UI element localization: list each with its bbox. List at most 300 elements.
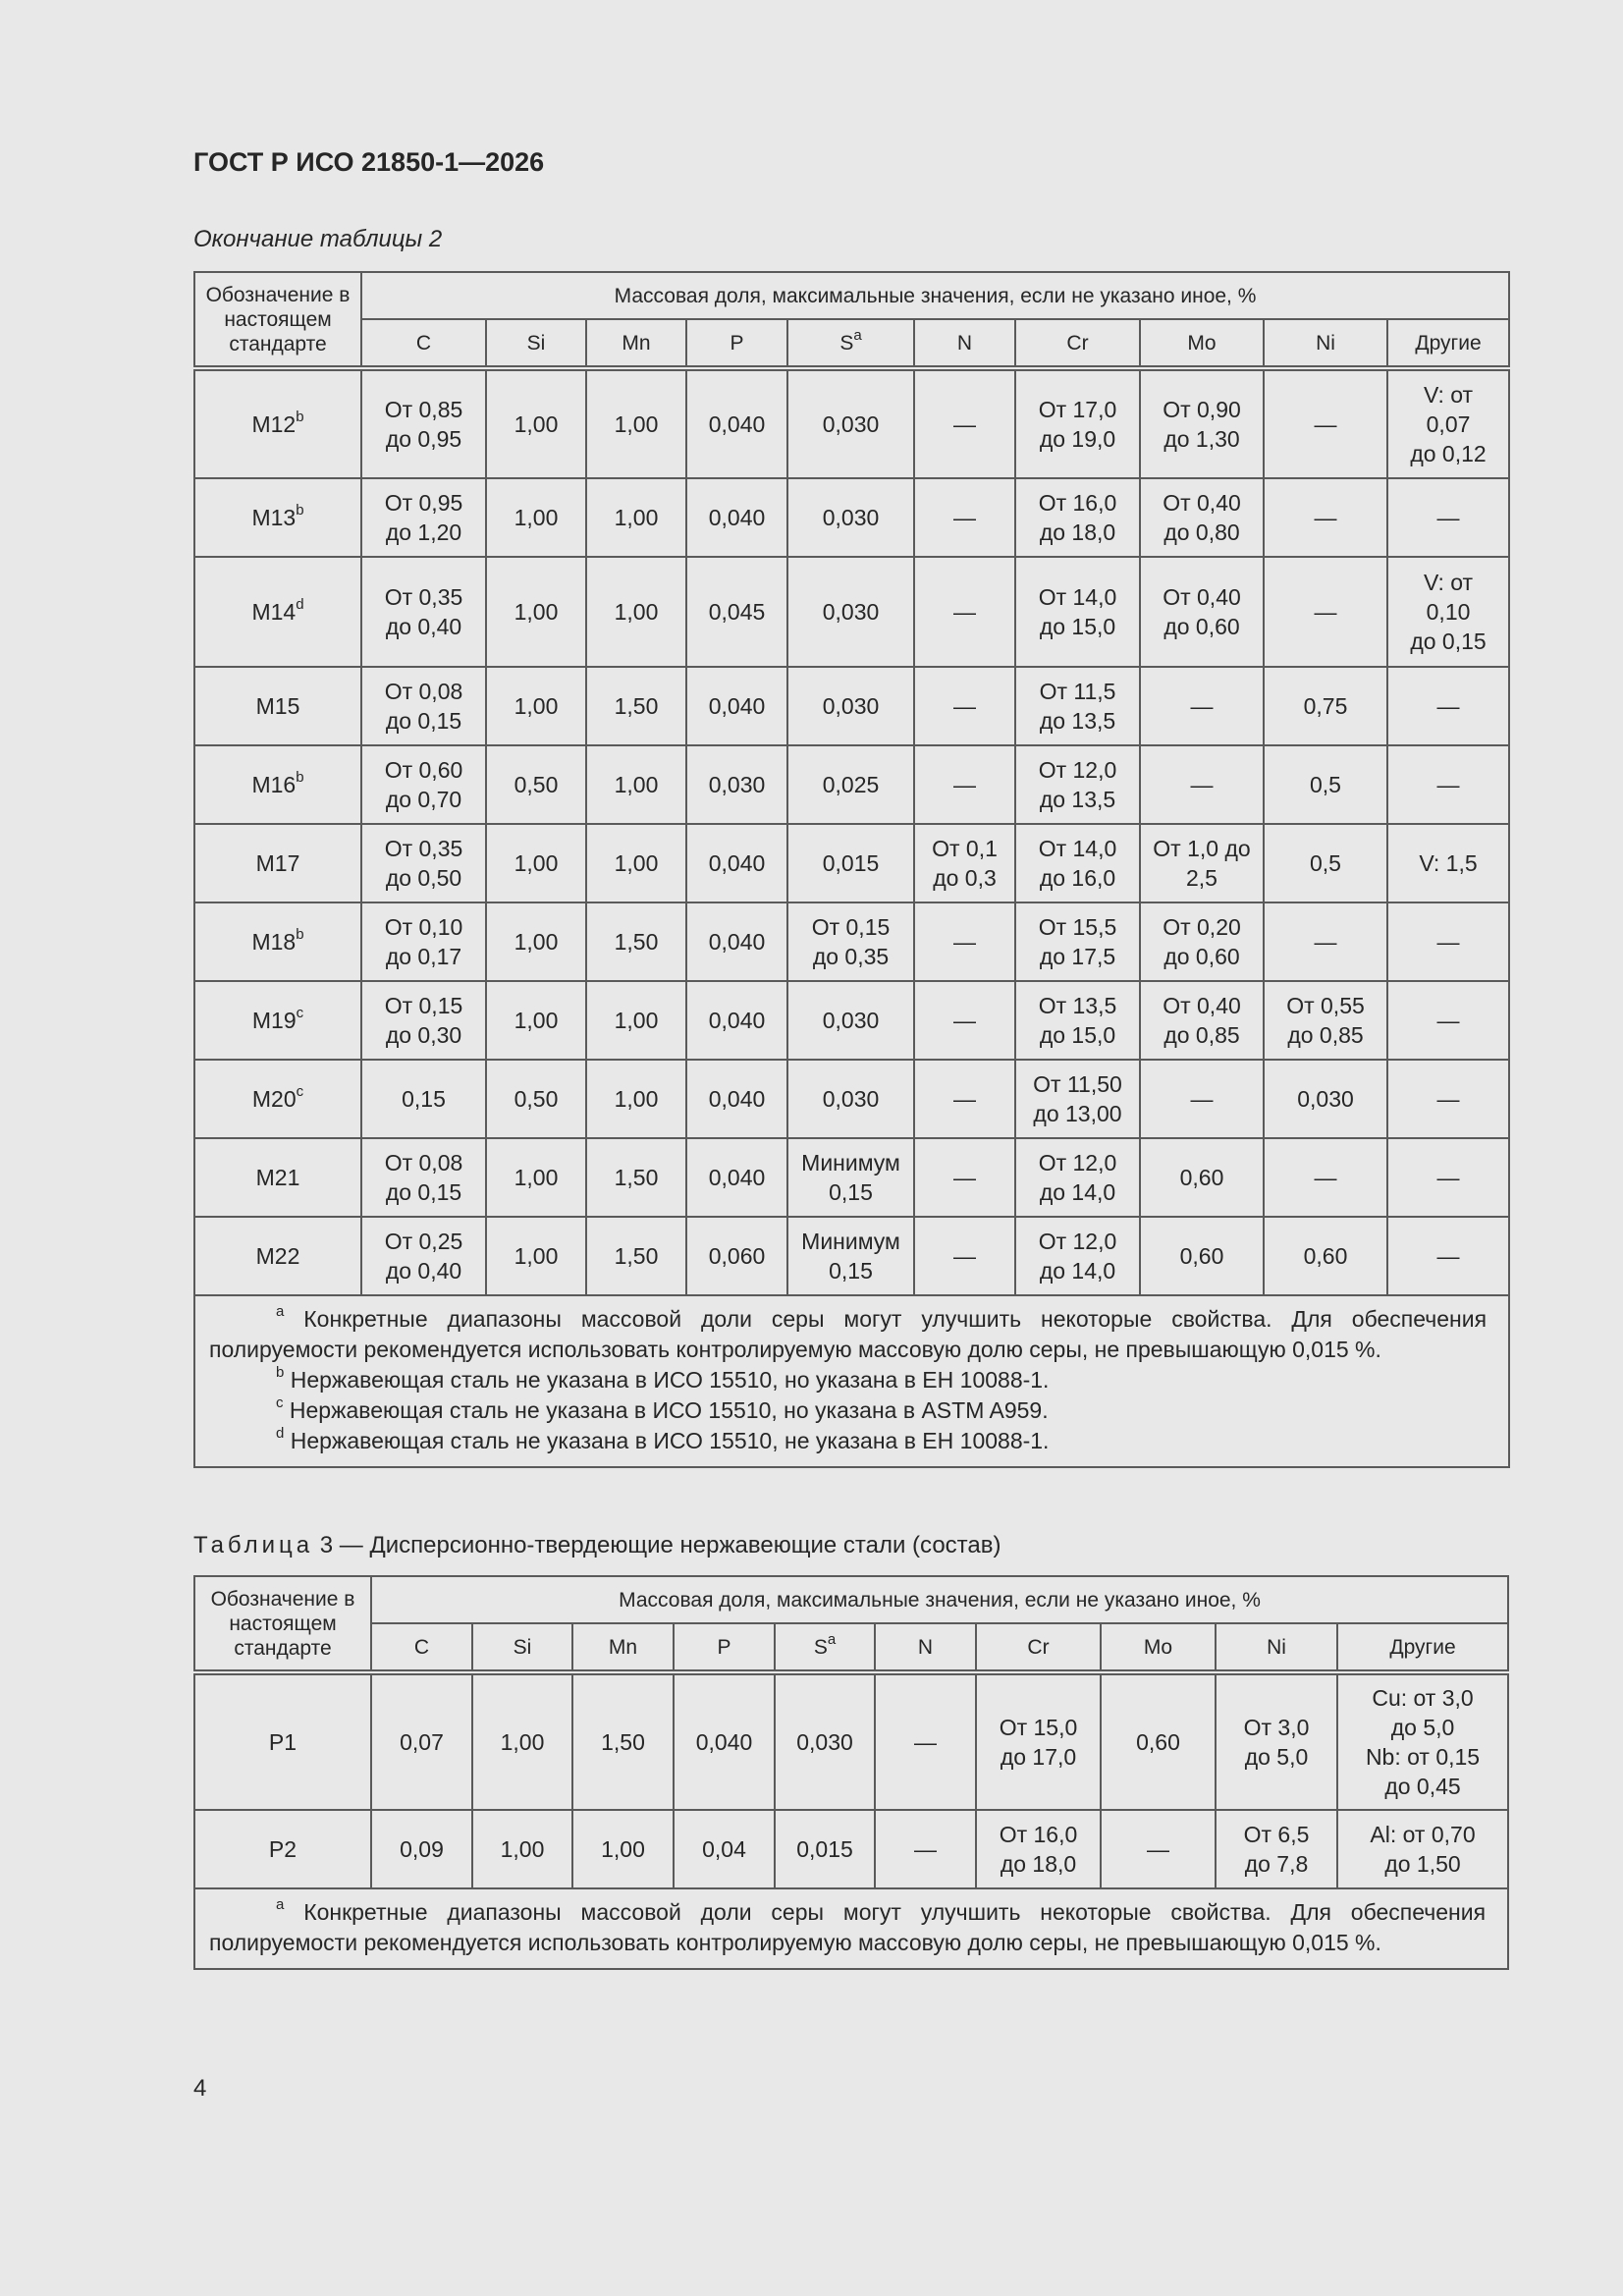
cell-p <box>686 1217 787 1295</box>
cell-s <box>787 745 914 824</box>
cell-cr <box>1015 981 1140 1060</box>
table-3-caption-prefix: Таблица <box>193 1532 314 1558</box>
cell-ni <box>1264 478 1387 557</box>
designation-cell <box>194 824 361 902</box>
column-header-c <box>361 319 486 368</box>
cell-mo <box>1101 1672 1216 1810</box>
cell-ni <box>1216 1672 1337 1810</box>
cell-line: 1,00 <box>514 850 559 876</box>
cell-mo <box>1140 368 1264 478</box>
cell-other <box>1387 368 1509 478</box>
cell-line: От 16,0 <box>999 1822 1078 1847</box>
cell-ni <box>1264 981 1387 1060</box>
cell-line: От 12,0 <box>1038 1150 1117 1175</box>
cell-line: 1,00 <box>614 411 659 437</box>
footnote-marker: c <box>276 1394 284 1412</box>
column-header-mn <box>586 319 686 368</box>
cell-line: до 13,00 <box>1033 1101 1122 1126</box>
cell-line: От 13,5 <box>1038 993 1117 1018</box>
cell-mn <box>572 1672 674 1810</box>
cell-line: — <box>953 1008 976 1033</box>
cell-ni <box>1264 745 1387 824</box>
cell-line: 0,030 <box>822 411 880 437</box>
cell-line: 0,040 <box>708 505 766 530</box>
cell-cr <box>1015 1060 1140 1138</box>
cell-other <box>1387 478 1509 557</box>
cell-line: От 12,0 <box>1038 757 1117 783</box>
cell-line: 0,040 <box>708 1165 766 1190</box>
cell-line: От 0,35 <box>384 836 463 861</box>
cell-cr <box>1015 745 1140 824</box>
table-row <box>194 368 1509 478</box>
cell-line: до 14,0 <box>1039 1179 1116 1205</box>
cell-line: 1,00 <box>500 1729 545 1755</box>
designation-cell <box>194 1810 371 1888</box>
cell-mn <box>586 557 686 667</box>
table-row <box>194 1810 1508 1888</box>
cell-mo <box>1140 1138 1264 1217</box>
cell-other <box>1387 981 1509 1060</box>
cell-line: 1,00 <box>614 850 659 876</box>
cell-line: 0,15 <box>402 1086 446 1112</box>
column-header-n <box>875 1623 976 1672</box>
cell-n <box>914 557 1015 667</box>
table-row <box>194 667 1509 745</box>
cell-line: — <box>1314 505 1337 530</box>
column-header-label: S <box>839 331 854 355</box>
cell-line: 0,60 <box>1136 1729 1180 1755</box>
cell-si <box>486 902 586 981</box>
cell-cr <box>976 1672 1101 1810</box>
cell-line: От 0,15 <box>384 993 463 1018</box>
cell-s <box>787 824 914 902</box>
cell-ni <box>1264 368 1387 478</box>
designation-cell <box>194 368 361 478</box>
cell-mn <box>586 478 686 557</box>
cell-line: 0,15 <box>829 1258 873 1284</box>
cell-cr <box>1015 368 1140 478</box>
cell-line: до 0,40 <box>385 614 462 639</box>
cell-line: 1,00 <box>514 1008 559 1033</box>
cell-other <box>1387 667 1509 745</box>
cell-line: до 0,50 <box>385 865 462 891</box>
cell-line: — <box>953 929 976 955</box>
designation-cell <box>194 478 361 557</box>
cell-mo <box>1140 824 1264 902</box>
cell-line: 1,00 <box>514 599 559 625</box>
footnote-c <box>209 1395 1487 1426</box>
table-3 <box>193 1575 1509 1970</box>
cell-cr <box>1015 824 1140 902</box>
cell-line: От 14,0 <box>1038 836 1117 861</box>
cell-mn <box>586 902 686 981</box>
column-header-label: Cr <box>1027 1635 1050 1659</box>
footnote-marker: b <box>276 1364 285 1382</box>
cell-line: до 13,5 <box>1039 708 1116 734</box>
cell-line: 0,045 <box>708 599 766 625</box>
column-header-label: Другие <box>1389 1635 1456 1659</box>
cell-line: От 0,15 <box>811 914 891 940</box>
cell-s <box>787 557 914 667</box>
notes-row <box>194 1888 1508 1969</box>
cell-line: до 1,20 <box>385 519 462 545</box>
cell-line: Минимум <box>801 1229 900 1254</box>
designation-label: M19 <box>251 1008 297 1033</box>
cell-s <box>787 368 914 478</box>
cell-p <box>674 1672 775 1810</box>
cell-line: 1,00 <box>514 505 559 530</box>
cell-line: Al: от 0,70 <box>1370 1822 1476 1847</box>
column-header-si <box>472 1623 572 1672</box>
column-header-label: Ni <box>1267 1635 1286 1659</box>
cell-line: — <box>1436 772 1460 797</box>
column-header-label: Ni <box>1316 331 1335 355</box>
cell-p <box>686 981 787 1060</box>
column-header-label: P <box>730 331 744 355</box>
cell-c <box>371 1672 472 1810</box>
footnote-marker: d <box>276 1425 285 1443</box>
table-row <box>194 824 1509 902</box>
cell-line: От 0,60 <box>384 757 463 783</box>
column-header-label: N <box>917 1635 934 1659</box>
cell-line: V: 1,5 <box>1419 850 1478 876</box>
cell-line: 1,00 <box>514 1165 559 1190</box>
cell-cr <box>976 1810 1101 1888</box>
cell-line: 0,030 <box>1297 1086 1354 1112</box>
cell-line: 0,040 <box>695 1729 753 1755</box>
cell-line: 0,030 <box>822 505 880 530</box>
cell-other <box>1387 1060 1509 1138</box>
cell-n <box>914 1217 1015 1295</box>
cell-line: От 0,10 <box>384 914 463 940</box>
cell-ni <box>1264 1060 1387 1138</box>
mass-fraction-header: Массовая доля, максимальные значения, если не указано иное, % <box>361 272 1509 319</box>
footnote-marker: c <box>296 1005 304 1022</box>
cell-line: до 1,30 <box>1163 426 1240 452</box>
column-header-label: Mo <box>1143 1635 1173 1659</box>
cell-line: 0,07 <box>1426 411 1471 437</box>
cell-line: 0,015 <box>822 850 880 876</box>
designation-cell <box>194 1138 361 1217</box>
cell-p <box>686 1060 787 1138</box>
cell-s <box>787 667 914 745</box>
cell-line: до 0,30 <box>385 1022 462 1048</box>
cell-line: до 0,17 <box>385 944 462 969</box>
table-row <box>194 557 1509 667</box>
footnote-marker: a <box>827 1630 837 1648</box>
cell-cr <box>1015 667 1140 745</box>
cell-line: 1,00 <box>614 1008 659 1033</box>
cell-c <box>361 1217 486 1295</box>
cell-line: — <box>1436 1086 1460 1112</box>
footnote-a <box>209 1304 1487 1365</box>
cell-line: — <box>1190 772 1214 797</box>
cell-ni <box>1264 1138 1387 1217</box>
table-row <box>194 1060 1509 1138</box>
cell-line: 0,10 <box>1426 599 1471 625</box>
designation-cell <box>194 1672 371 1810</box>
cell-line: 1,00 <box>614 772 659 797</box>
cell-line: Минимум <box>801 1150 900 1175</box>
cell-si <box>486 824 586 902</box>
footnote-text: Конкретные диапазоны массовой доли серы могут улучшить некоторые свойства. Для обеспечения полируемости рекомендуется использовать контролируемую массовую долю серы, не превышающую 0,015 %. <box>209 1306 1488 1362</box>
footnote-text: Нержавеющая сталь не указана в ИСО 15510, но указана в ASTM A959. <box>289 1397 1049 1423</box>
column-header-c <box>371 1623 472 1672</box>
designation-label: M18 <box>251 929 297 955</box>
cell-line: Cu: от 3,0 <box>1372 1685 1474 1711</box>
cell-c <box>361 557 486 667</box>
cell-line: 0,030 <box>822 1008 880 1033</box>
cell-mo <box>1140 981 1264 1060</box>
cell-line: — <box>1436 505 1460 530</box>
designation-label: M20 <box>251 1086 297 1112</box>
cell-line: до 0,85 <box>1287 1022 1364 1048</box>
cell-line: От 0,25 <box>384 1229 463 1254</box>
cell-line: V: от <box>1423 570 1474 595</box>
cell-si <box>486 667 586 745</box>
cell-line: — <box>914 1729 937 1755</box>
designation-cell <box>194 1217 361 1295</box>
cell-si <box>486 745 586 824</box>
footnote-marker: a <box>853 326 862 344</box>
cell-line: 0,040 <box>708 1086 766 1112</box>
designation-cell <box>194 1060 361 1138</box>
table-row <box>194 745 1509 824</box>
cell-line: 0,040 <box>708 850 766 876</box>
cell-other <box>1337 1810 1508 1888</box>
cell-line: От 1,0 до <box>1153 836 1251 861</box>
cell-cr <box>1015 478 1140 557</box>
cell-other <box>1387 745 1509 824</box>
footnote-marker: b <box>296 769 304 787</box>
cell-line: — <box>953 772 976 797</box>
cell-line: — <box>953 1243 976 1269</box>
cell-line: — <box>953 505 976 530</box>
column-header-s <box>787 319 914 368</box>
cell-line: — <box>1436 1008 1460 1033</box>
column-header-s <box>775 1623 875 1672</box>
cell-p <box>686 745 787 824</box>
cell-line: до 5,0 <box>1244 1744 1309 1770</box>
footnote-marker: a <box>276 1896 285 1914</box>
cell-line: 0,75 <box>1303 693 1348 719</box>
designation-label: P2 <box>268 1836 298 1862</box>
cell-c <box>361 745 486 824</box>
footnote-text: Нержавеющая сталь не указана в ИСО 15510, не указана в ЕН 10088-1. <box>290 1428 1050 1453</box>
cell-line: 0,50 <box>514 1086 559 1112</box>
cell-ni <box>1264 902 1387 981</box>
cell-line: 1,00 <box>614 599 659 625</box>
designation-label: M17 <box>255 850 300 876</box>
cell-si <box>472 1672 572 1810</box>
cell-line: 1,00 <box>614 1086 659 1112</box>
column-header-p <box>686 319 787 368</box>
cell-line: От 0,90 <box>1163 397 1241 422</box>
designation-header: Обозначение в настоящем стандарте <box>194 1576 371 1672</box>
cell-line: 0,5 <box>1310 772 1341 797</box>
designation-label: P1 <box>268 1729 298 1755</box>
cell-line: до 0,15 <box>385 1179 462 1205</box>
cell-line: От 0,40 <box>1163 490 1241 516</box>
column-header-si <box>486 319 586 368</box>
cell-p <box>686 667 787 745</box>
cell-c <box>361 667 486 745</box>
cell-line: до 0,15 <box>1410 629 1487 654</box>
footnote-marker: a <box>276 1303 285 1321</box>
designation-cell <box>194 981 361 1060</box>
cell-cr <box>1015 557 1140 667</box>
cell-line: От 15,0 <box>999 1715 1078 1740</box>
notes-row <box>194 1295 1509 1467</box>
column-header-n <box>914 319 1015 368</box>
cell-other <box>1337 1672 1508 1810</box>
cell-other <box>1387 557 1509 667</box>
cell-line: 0,030 <box>708 772 766 797</box>
cell-line: — <box>953 599 976 625</box>
cell-line: до 0,12 <box>1410 441 1487 466</box>
cell-p <box>686 824 787 902</box>
cell-mn <box>586 981 686 1060</box>
cell-line: до 14,0 <box>1039 1258 1116 1284</box>
cell-line: От 11,50 <box>1033 1071 1122 1097</box>
cell-line: — <box>953 1165 976 1190</box>
cell-n <box>914 368 1015 478</box>
cell-c <box>361 478 486 557</box>
cell-line: 0,040 <box>708 693 766 719</box>
cell-si <box>486 1138 586 1217</box>
cell-mn <box>586 745 686 824</box>
cell-line: до 0,60 <box>1163 614 1240 639</box>
cell-s <box>787 1138 914 1217</box>
column-header-label: Si <box>513 1635 532 1659</box>
cell-ni <box>1264 1217 1387 1295</box>
cell-n <box>914 824 1015 902</box>
cell-line: — <box>1190 1086 1214 1112</box>
cell-p <box>674 1810 775 1888</box>
cell-c <box>361 1060 486 1138</box>
cell-line: 0,60 <box>1179 1243 1224 1269</box>
cell-line: 0,50 <box>514 772 559 797</box>
cell-line: Nb: от 0,15 <box>1365 1744 1481 1770</box>
cell-line: до 0,70 <box>385 787 462 812</box>
cell-p <box>686 1138 787 1217</box>
cell-line: От 15,5 <box>1038 914 1117 940</box>
document-title: ГОСТ Р ИСО 21850-1—2026 <box>193 147 545 177</box>
cell-c <box>361 368 486 478</box>
cell-line: 1,50 <box>614 1165 659 1190</box>
cell-si <box>486 557 586 667</box>
cell-line: — <box>1436 1165 1460 1190</box>
cell-other <box>1387 1138 1509 1217</box>
footnote-marker: b <box>296 502 304 519</box>
cell-cr <box>1015 1217 1140 1295</box>
cell-n <box>914 745 1015 824</box>
footnote-d <box>209 1426 1487 1456</box>
cell-mo <box>1101 1810 1216 1888</box>
cell-c <box>361 1138 486 1217</box>
column-header-label: P <box>717 1635 731 1659</box>
cell-line: 0,60 <box>1303 1243 1348 1269</box>
cell-line: V: от <box>1423 382 1474 408</box>
cell-p <box>686 902 787 981</box>
cell-line: От 16,0 <box>1038 490 1117 516</box>
cell-line: От 0,08 <box>384 679 463 704</box>
designation-label: M16 <box>251 772 297 797</box>
cell-line: — <box>1190 693 1214 719</box>
cell-mn <box>572 1810 674 1888</box>
cell-line: 0,015 <box>796 1836 853 1862</box>
cell-ni <box>1264 667 1387 745</box>
cell-line: 0,04 <box>702 1836 746 1862</box>
designation-label: M14 <box>251 599 297 625</box>
cell-line: От 17,0 <box>1038 397 1117 422</box>
cell-mn <box>586 368 686 478</box>
cell-line: 0,025 <box>822 772 880 797</box>
cell-line: 1,00 <box>514 929 559 955</box>
cell-line: 0,07 <box>400 1729 444 1755</box>
cell-s <box>775 1810 875 1888</box>
table-row <box>194 1217 1509 1295</box>
cell-mn <box>586 824 686 902</box>
designation-cell <box>194 557 361 667</box>
cell-line: 1,00 <box>500 1836 545 1862</box>
cell-line: до 0,15 <box>385 708 462 734</box>
cell-line: 0,040 <box>708 929 766 955</box>
cell-si <box>486 1060 586 1138</box>
cell-line: От 6,5 <box>1243 1822 1310 1847</box>
cell-n <box>875 1810 976 1888</box>
cell-s <box>787 902 914 981</box>
cell-line: 1,00 <box>514 693 559 719</box>
cell-line: — <box>953 693 976 719</box>
cell-mo <box>1140 902 1264 981</box>
cell-n <box>914 667 1015 745</box>
cell-s <box>787 1060 914 1138</box>
column-header-other <box>1387 319 1509 368</box>
cell-ni <box>1216 1810 1337 1888</box>
cell-line: От 0,1 <box>932 836 998 861</box>
cell-line: до 18,0 <box>1000 1851 1077 1877</box>
column-header-mn <box>572 1623 674 1672</box>
cell-mn <box>586 1138 686 1217</box>
cell-line: От 0,35 <box>384 584 463 610</box>
column-header-label: Si <box>526 331 546 355</box>
cell-line: до 0,35 <box>812 944 890 969</box>
cell-p <box>686 557 787 667</box>
cell-line: От 11,5 <box>1039 679 1116 704</box>
cell-line: — <box>1314 1165 1337 1190</box>
table-2-continuation-caption: Окончание таблицы 2 <box>193 226 443 252</box>
cell-line: до 0,3 <box>933 865 997 891</box>
designation-cell <box>194 667 361 745</box>
cell-line: — <box>1314 411 1337 437</box>
column-header-label: Mn <box>608 1635 638 1659</box>
designation-label: M21 <box>255 1165 300 1190</box>
cell-c <box>371 1810 472 1888</box>
footnote-text: Нержавеющая сталь не указана в ИСО 15510, но указана в ЕН 10088-1. <box>290 1367 1050 1393</box>
cell-line: до 5,0 <box>1390 1715 1455 1740</box>
cell-line: От 0,40 <box>1163 584 1241 610</box>
cell-line: до 0,60 <box>1163 944 1240 969</box>
cell-line: От 12,0 <box>1038 1229 1117 1254</box>
designation-label: M22 <box>255 1243 300 1269</box>
cell-line: 0,09 <box>400 1836 444 1862</box>
cell-line: — <box>1436 693 1460 719</box>
cell-cr <box>1015 902 1140 981</box>
column-header-label: N <box>956 331 973 355</box>
cell-line: — <box>1147 1836 1169 1862</box>
cell-other <box>1387 824 1509 902</box>
